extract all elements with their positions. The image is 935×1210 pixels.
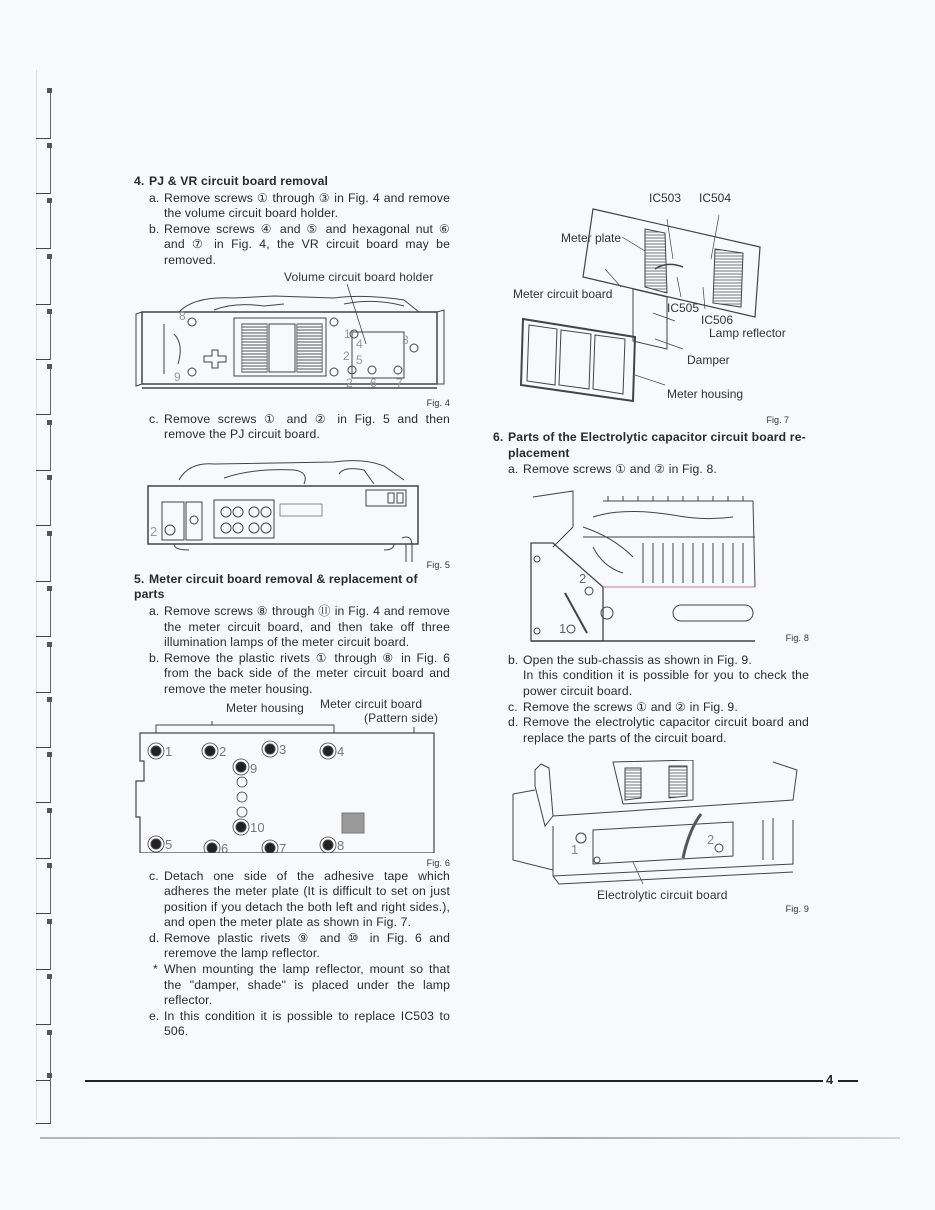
step-text: Remove screws ① through ③ in Fig. 4 and remove the volume circuit board holder. xyxy=(164,190,450,221)
svg-text:4: 4 xyxy=(337,743,345,759)
section-4-heading xyxy=(134,174,450,190)
step-6a xyxy=(493,462,809,478)
step-5c xyxy=(134,869,450,931)
svg-text:8: 8 xyxy=(337,837,345,853)
binding-tab xyxy=(36,256,51,305)
step-label: b. xyxy=(149,221,160,236)
fig5-callout: 2 xyxy=(150,523,158,539)
step-label: c. xyxy=(149,411,159,426)
step-label: a. xyxy=(508,462,519,477)
section-6-heading xyxy=(493,430,809,461)
binding-tab xyxy=(36,533,51,582)
fig6-illustration xyxy=(134,721,450,853)
svg-text:1: 1 xyxy=(165,743,173,759)
fig7-callout-meter-circuit-board: Meter circuit board xyxy=(513,287,613,301)
fig6-caption-board: Meter circuit board xyxy=(320,696,423,711)
svg-text:4: 4 xyxy=(356,336,363,351)
section-5-heading xyxy=(134,572,450,603)
svg-text:7: 7 xyxy=(279,840,287,853)
step-6d xyxy=(493,715,809,746)
section-title: Parts of the Electrolytic capacitor circuit board re- xyxy=(508,430,806,444)
section-number: 4. xyxy=(134,174,145,188)
step-text: When mounting the lamp reflector, mount so that the "damper, shade" is placed under the lamp reflector. xyxy=(164,962,450,1008)
fig9-label: Fig. 9 xyxy=(785,904,809,915)
svg-text:2: 2 xyxy=(343,348,350,363)
svg-text:3: 3 xyxy=(279,741,287,757)
fig9-callout: 1 xyxy=(571,842,579,858)
step-label: b. xyxy=(149,650,160,665)
step-label: d. xyxy=(149,930,160,945)
step-label: e. xyxy=(149,1008,160,1023)
binding-tab xyxy=(36,1075,51,1124)
svg-text:5: 5 xyxy=(356,352,363,367)
step-label: c. xyxy=(149,868,159,883)
step-label: a. xyxy=(149,603,160,618)
section-title-continued: placement xyxy=(508,445,570,460)
footer-rule xyxy=(85,1080,823,1082)
step-text: Remove screws ④ and ⑤ and hexagonal nut ⑥ and ⑦ in Fig. 4, the VR circuit board may be removed. xyxy=(164,221,450,267)
svg-text:2: 2 xyxy=(346,375,353,390)
fig7-callout-meter-housing: Meter housing xyxy=(667,387,744,401)
step-text: Remove the screws ① and ② in Fig. 9. xyxy=(523,699,738,714)
binding-tab xyxy=(36,644,51,693)
fig4-callout: 8 xyxy=(179,308,186,323)
step-text: Remove screws ① and ② in Fig. 8. xyxy=(523,462,717,477)
step-label: d. xyxy=(508,715,519,730)
fig7-illustration xyxy=(505,189,825,417)
step-4a xyxy=(134,191,450,222)
fig8-label: Fig. 8 xyxy=(785,632,809,643)
page-number: 4 xyxy=(823,1072,836,1087)
section-number: 5. xyxy=(134,571,145,586)
svg-text:3: 3 xyxy=(402,332,409,347)
step-text: Remove the electrolytic capacitor circuit board and replace the parts of the circuit board. xyxy=(523,715,809,745)
section-title: Meter circuit board removal & replacement of parts xyxy=(134,571,418,602)
step-6c xyxy=(493,700,809,716)
binding-tab xyxy=(36,810,51,859)
binding-tab xyxy=(36,200,51,249)
fig6-caption-side: (Pattern side) xyxy=(364,710,439,725)
svg-text:5: 5 xyxy=(165,836,173,852)
fig4-illustration xyxy=(134,284,450,414)
step-4b xyxy=(134,222,450,269)
figure-5 xyxy=(134,446,450,570)
svg-text:9: 9 xyxy=(250,760,258,776)
step-5b xyxy=(134,651,450,698)
binding-tab xyxy=(36,145,51,194)
fig4-caption-holder: Volume circuit board holder xyxy=(284,269,434,284)
svg-text:1: 1 xyxy=(344,326,351,341)
fig9-illustration xyxy=(493,760,809,890)
section-number: 6. xyxy=(493,430,504,444)
fig7-callout-ic503: IC503 xyxy=(649,191,682,205)
step-label: c. xyxy=(508,699,518,714)
svg-text:6: 6 xyxy=(221,840,229,853)
step-text: Remove screws ① and ② in Fig. 5 and then remove the PJ circuit board. xyxy=(164,411,450,442)
binding-tab xyxy=(36,90,51,139)
page-bottom-edge xyxy=(40,1137,900,1139)
binder-margin xyxy=(28,70,58,1120)
binding-tab xyxy=(36,588,51,637)
binding-tab xyxy=(36,865,51,914)
svg-text:7: 7 xyxy=(396,375,403,390)
fig7-label: Fig. 7 xyxy=(766,415,789,425)
binding-tab xyxy=(36,477,51,526)
fig4-label: Fig. 4 xyxy=(426,397,450,408)
binding-tab xyxy=(36,754,51,803)
right-column xyxy=(493,430,809,922)
step-extra-text: In this condition it is possible for you to check the power circuit board. xyxy=(523,668,809,698)
fig5-illustration xyxy=(134,450,450,562)
fig5-label: Fig. 5 xyxy=(426,559,450,570)
binding-tab xyxy=(36,311,51,360)
fig6-caption-housing: Meter housing xyxy=(226,700,304,715)
left-column xyxy=(134,174,450,1040)
step-5-note xyxy=(134,962,450,1009)
figure-8 xyxy=(493,481,809,651)
step-5d xyxy=(134,931,450,962)
step-text: Open the sub-chassis as shown in Fig. 9. xyxy=(523,652,752,667)
fig7-callout-meter-plate: Meter plate xyxy=(561,231,622,245)
step-6b xyxy=(493,653,809,700)
fig8-callout: 1 xyxy=(559,620,567,636)
fig9-callout: 2 xyxy=(707,832,715,848)
fig8-callout: 2 xyxy=(579,570,587,586)
binding-tab xyxy=(36,366,51,415)
fig7-callout-ic506: IC506 xyxy=(701,313,734,327)
step-text: In this condition it is possible to replace IC503 to 506. xyxy=(164,1008,450,1039)
figure-9 xyxy=(493,760,809,920)
fig7-callout-lamp-reflector: Lamp reflector xyxy=(709,326,786,340)
binding-tab xyxy=(36,921,51,970)
step-text: Detach one side of the adhesive tape which adheres the meter plate (It is difficult to set on just position if you detach the both left and right sides.), and open the meter plate as shown in Fig. 7. xyxy=(164,868,450,930)
step-5e xyxy=(134,1009,450,1040)
binding-tab xyxy=(36,699,51,748)
step-4c xyxy=(134,412,450,443)
step-text: Remove screws ⑧ through ⑪ in Fig. 4 and remove the meter circuit board, and then take off three illumination lamps of the meter circuit board. xyxy=(164,603,450,650)
svg-text:9: 9 xyxy=(174,369,181,384)
step-text: Remove plastic rivets ⑨ and ⑩ in Fig. 6 and reremove the lamp reflector. xyxy=(164,930,450,961)
fig7-callout-damper: Damper xyxy=(687,353,730,367)
step-label: b. xyxy=(508,652,519,667)
svg-text:6: 6 xyxy=(370,375,377,390)
fig6-label: Fig. 6 xyxy=(426,857,450,868)
fig8-illustration xyxy=(493,487,809,647)
svg-text:2: 2 xyxy=(219,743,227,759)
figure-7 xyxy=(505,189,825,427)
fig7-callout-ic504: IC504 xyxy=(699,191,732,205)
step-5a xyxy=(134,604,450,651)
figure-4 xyxy=(134,269,450,410)
svg-text:10: 10 xyxy=(250,819,265,835)
figure-6 xyxy=(134,696,450,868)
step-text: Remove the plastic rivets ① through ⑧ in Fig. 6 from the back side of the meter circuit board and remove the meter housing. xyxy=(164,650,450,696)
fig7-callout-ic505: IC505 xyxy=(667,301,700,315)
section-title: PJ & VR circuit board removal xyxy=(149,174,329,188)
note-asterisk: * xyxy=(153,962,158,977)
binding-tab xyxy=(36,422,51,471)
footer-rule-tail xyxy=(838,1080,858,1082)
binding-tab xyxy=(36,976,51,1025)
step-label: a. xyxy=(149,190,160,205)
fig9-caption: Electrolytic circuit board xyxy=(597,888,728,903)
